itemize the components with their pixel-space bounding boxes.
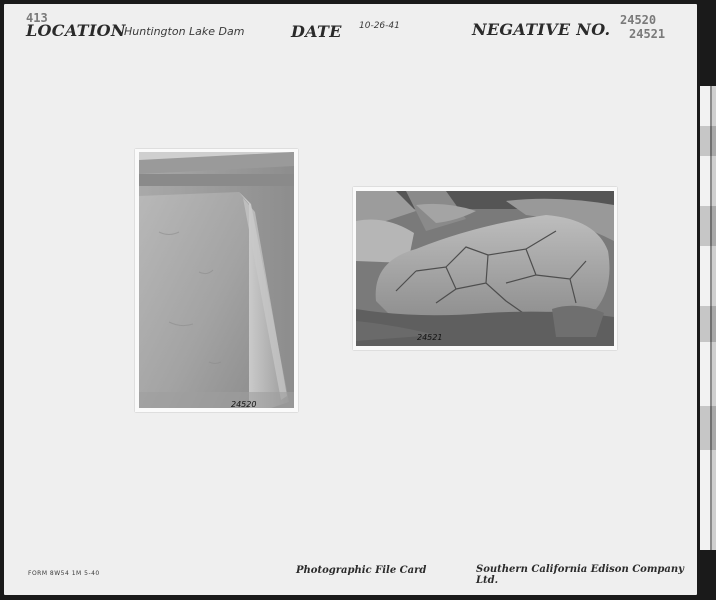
adjacent-card-edge xyxy=(700,86,716,550)
company-name: Southern California Edison Company Ltd. xyxy=(476,564,684,586)
negative-number-2: 24521 xyxy=(629,27,666,41)
cracked-boulder-image xyxy=(356,191,614,346)
location-value: Huntington Lake Dam xyxy=(124,25,245,38)
location-label: LOCATION xyxy=(26,21,126,40)
photo-cracked-boulder xyxy=(353,187,617,350)
date-value: 10-26-41 xyxy=(359,21,400,31)
form-code: FORM 8W54 1M 5-40 xyxy=(28,570,100,577)
file-card xyxy=(4,4,697,595)
photo-dam-block xyxy=(135,149,298,412)
card-number-stamp: 413 xyxy=(26,11,48,25)
photo-2-negative-number: 24521 xyxy=(417,333,443,342)
negative-number-1: 24520 xyxy=(620,13,657,27)
card-title: Photographic File Card xyxy=(296,565,427,576)
negative-label: NEGATIVE NO. xyxy=(472,20,611,39)
dam-block-image xyxy=(139,152,294,408)
photo-1-negative-number: 24520 xyxy=(231,400,257,409)
date-label: DATE xyxy=(291,22,342,41)
